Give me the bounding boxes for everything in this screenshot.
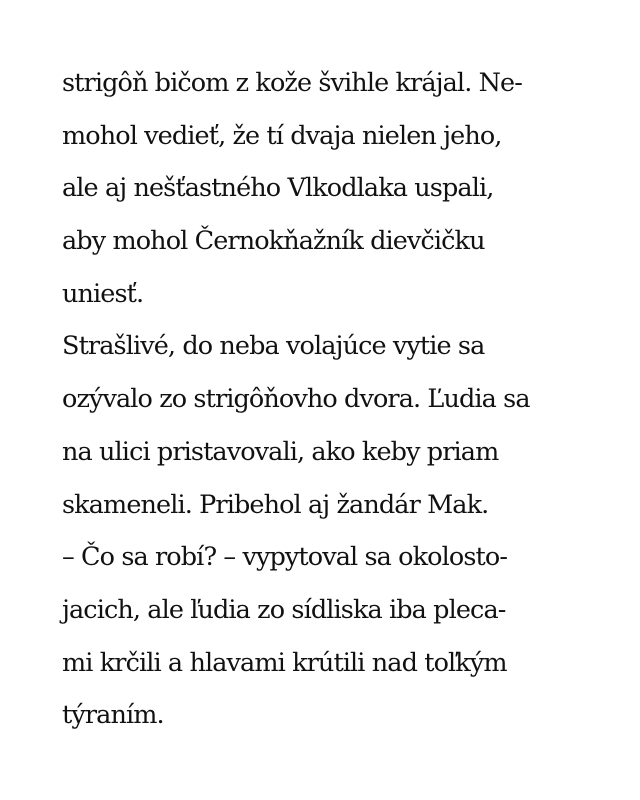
text-line: jacich, ale ľudia zo sídliska iba pleca- [62,594,506,625]
text-line: aby mohol Černokňažník dievčičku [62,226,485,257]
text-line: na ulici pristavovali, ako keby priam [62,436,499,467]
text-line: mohol vedieť, že tí dvaja nielen jeho, [62,120,502,151]
text-line: Strašlivé, do neba volajúce vytie sa [62,331,485,362]
text-line: uniesť. [62,278,144,309]
text-line: – Čo sa robí? – vypytoval sa okolosto- [62,542,508,573]
text-line: týraním. [62,700,164,731]
page-text [62,57,602,742]
text-line: skameneli. Pribehol aj žandár Mak. [62,489,489,520]
text-line: ozývalo zo strigôňovho dvora. Ľudia sa [62,384,530,415]
text-line: mi krčili a hlavami krútili nad toľkým [62,647,507,678]
text-line: strigôň bičom z kože švihle krájal. Ne- [62,68,522,98]
text-line: ale aj nešťastného Vlkodlaka uspali, [62,173,494,204]
